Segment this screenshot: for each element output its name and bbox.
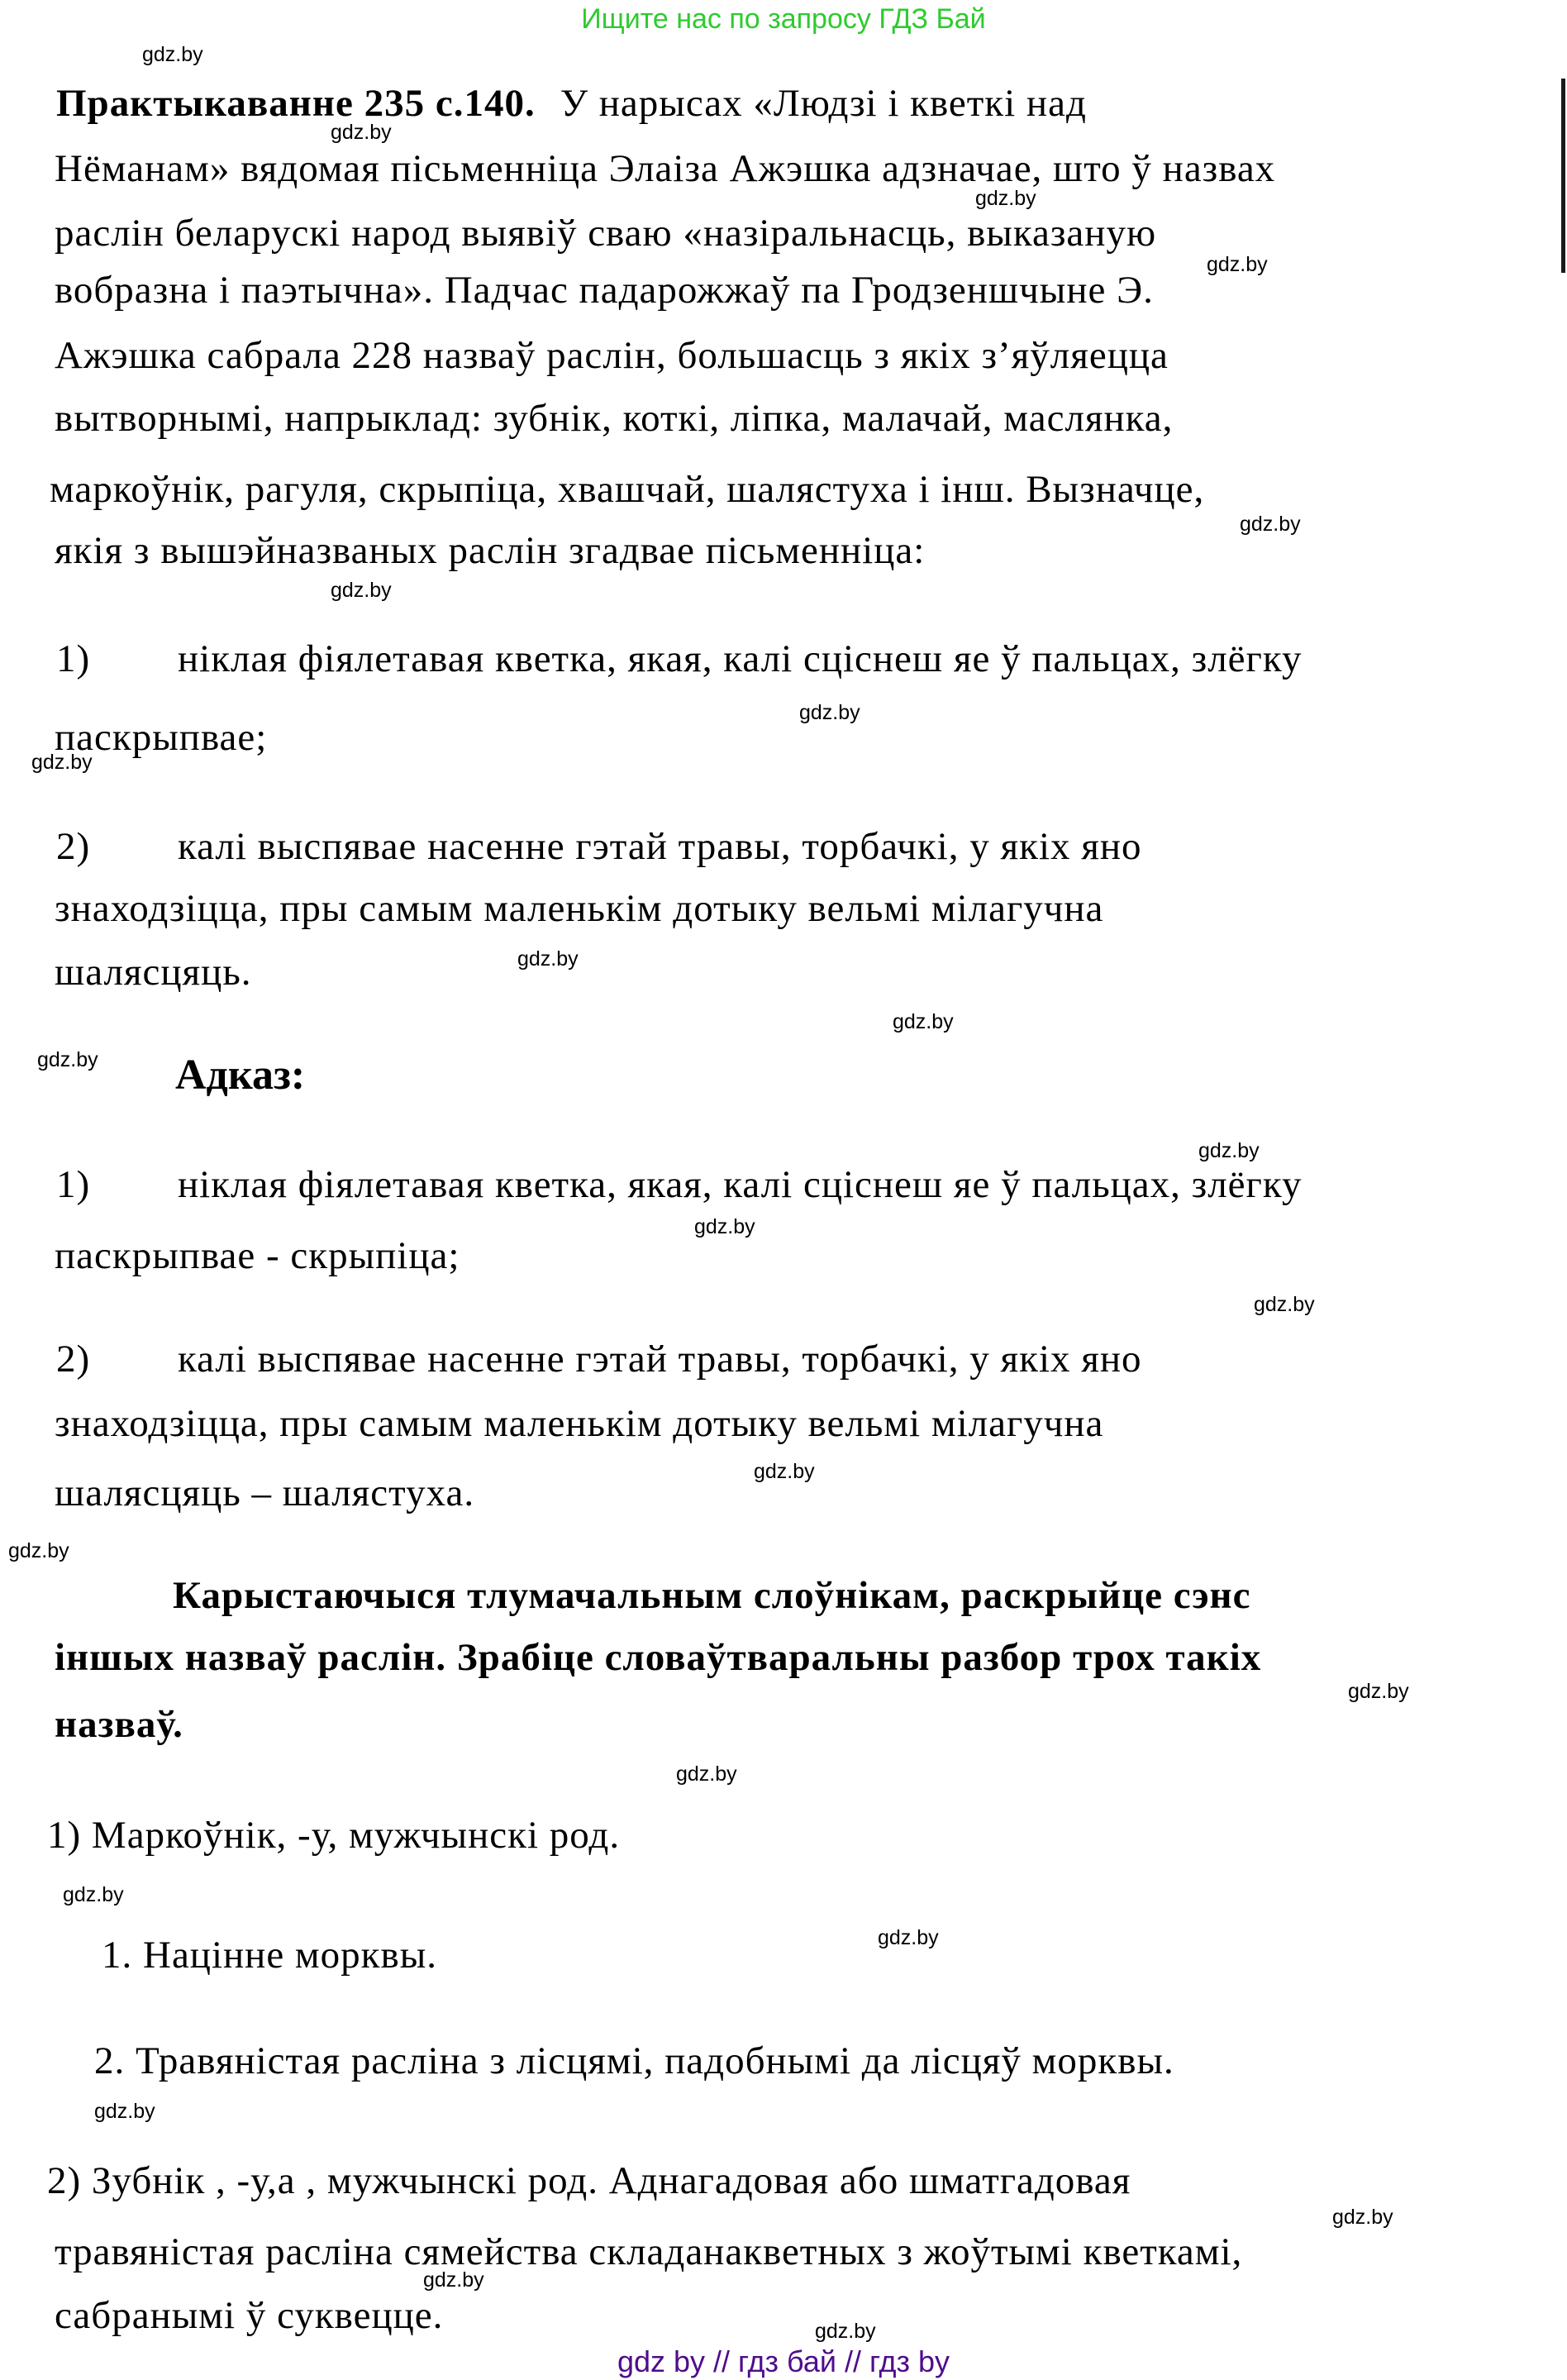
intro-line: раслін беларускі народ выявіў сваю «назіральнасць, выказаную <box>55 212 1157 255</box>
question-number: 1) <box>56 637 91 680</box>
gdz-watermark: gdz.by <box>331 121 392 144</box>
gdz-watermark: gdz.by <box>63 1883 124 1906</box>
gdz-watermark: gdz.by <box>975 187 1036 210</box>
intro-line: У нарысах «Людзі і кветкі над <box>560 82 1087 125</box>
definition-head: 2) Зубнік , -у,а , мужчынскі род. Аднагадовая або шматгадовая <box>47 2159 1131 2202</box>
scan-edge-artifact <box>1561 79 1565 273</box>
extra-task-line: іншых назваў раслін. Зрабіце словаўтваральны разбор трох такіх <box>55 1636 1262 1679</box>
gdz-watermark: gdz.by <box>517 947 579 971</box>
intro-line: Ажэшка сабрала 228 назваў раслін, большасць з якіх з’яўляецца <box>55 334 1169 377</box>
intro-line: Нёманам» вядомая пісьменніца Элаіза Ажэшка адзначае, што ў назвах <box>55 147 1276 190</box>
definition-head: 1) Маркоўнік, -у, мужчынскі род. <box>47 1814 621 1857</box>
gdz-watermark: gdz.by <box>1207 253 1268 276</box>
exercise-title-line <box>56 79 1087 127</box>
promo-banner: Ищите нас по запросу ГДЗ Бай <box>581 3 986 35</box>
answer-text: ніклая фіялетавая кветка, якая, калі сціснеш яе ў пальцах, злёгку <box>178 1163 1303 1206</box>
definition-line: травяністая расліна сямейства складанакветных з жоўтымі кветкамі, <box>55 2230 1243 2273</box>
question-text: калі выспявае насенне гэтай травы, торбачкі, у якіх яно <box>178 825 1142 868</box>
question-number: 2) <box>56 825 91 868</box>
definition-sense: 1. Націнне морквы. <box>102 1934 438 1977</box>
gdz-watermark: gdz.by <box>694 1215 755 1238</box>
question-text: ніклая фіялетавая кветка, якая, калі сціснеш яе ў пальцах, злёгку <box>178 637 1303 680</box>
intro-line: маркоўнік, рагуля, скрыпіца, хвашчай, шалястуха і інш. Вызначце, <box>50 468 1205 511</box>
gdz-watermark: gdz.by <box>815 2320 876 2343</box>
gdz-watermark: gdz.by <box>893 1010 954 1033</box>
question-line <box>56 823 1142 870</box>
gdz-watermark: gdz.by <box>1240 513 1301 536</box>
exercise-title: Практыкаванне 235 с.140. <box>56 82 536 125</box>
answer-line: знаходзіцца, пры самым маленькім дотыку вельмі мілагучна <box>55 1402 1104 1445</box>
gdz-watermark: gdz.by <box>37 1048 98 1071</box>
answer-number: 2) <box>56 1338 91 1381</box>
question-line: шалясцяць. <box>55 951 252 994</box>
gdz-watermark: gdz.by <box>1198 1139 1260 1162</box>
answer-line <box>56 1161 1302 1209</box>
answer-number: 1) <box>56 1163 91 1206</box>
definition-line: сабранымі ў суквецце. <box>55 2294 444 2337</box>
intro-line: вобразна і паэтычна». Падчас падарожжаў па Гродзеншчыне Э. <box>55 269 1154 312</box>
gdz-watermark: gdz.by <box>878 1926 939 1949</box>
gdz-watermark: gdz.by <box>331 579 392 602</box>
definition-sense: 2. Травяністая расліна з лісцямі, падобнымі да лісцяў морквы. <box>94 2039 1174 2082</box>
gdz-watermark: gdz.by <box>676 1762 737 1786</box>
gdz-watermark: gdz.by <box>142 43 203 66</box>
gdz-watermark: gdz.by <box>1348 1680 1409 1703</box>
gdz-watermark: gdz.by <box>423 2268 484 2292</box>
gdz-watermark: gdz.by <box>799 701 860 724</box>
gdz-watermark: gdz.by <box>94 2100 155 2123</box>
answer-line: паскрыпвае - скрыпіца; <box>55 1234 460 1277</box>
gdz-watermark: gdz.by <box>1332 2206 1393 2229</box>
answer-text: калі выспявае насенне гэтай травы, торбачкі, у якіх яно <box>178 1338 1142 1381</box>
gdz-watermark: gdz.by <box>1254 1293 1315 1316</box>
answer-heading: Адказ: <box>175 1052 306 1099</box>
gdz-watermark: gdz.by <box>8 1539 69 1562</box>
intro-line: вытворнымі, напрыклад: зубнік, коткі, ліпка, малачай, маслянка, <box>55 397 1174 440</box>
gdz-watermark: gdz.by <box>754 1460 815 1483</box>
question-line: знаходзіцца, пры самым маленькім дотыку вельмі мілагучна <box>55 887 1104 930</box>
question-line <box>56 635 1302 683</box>
extra-task-line: Карыстаючыся тлумачальным слоўнікам, раскрыйце сэнс <box>173 1574 1251 1617</box>
extra-task-line: назваў. <box>55 1703 183 1746</box>
answer-line: шалясцяць – шалястуха. <box>55 1471 475 1514</box>
answer-line <box>56 1335 1142 1383</box>
site-footer: gdz by // гдз бай // гдз by <box>617 2344 950 2378</box>
gdz-watermark: gdz.by <box>31 751 93 774</box>
intro-line: якія з вышэйназваных раслін згадвае пісьменніца: <box>55 529 926 572</box>
question-line: паскрыпвае; <box>55 716 268 759</box>
